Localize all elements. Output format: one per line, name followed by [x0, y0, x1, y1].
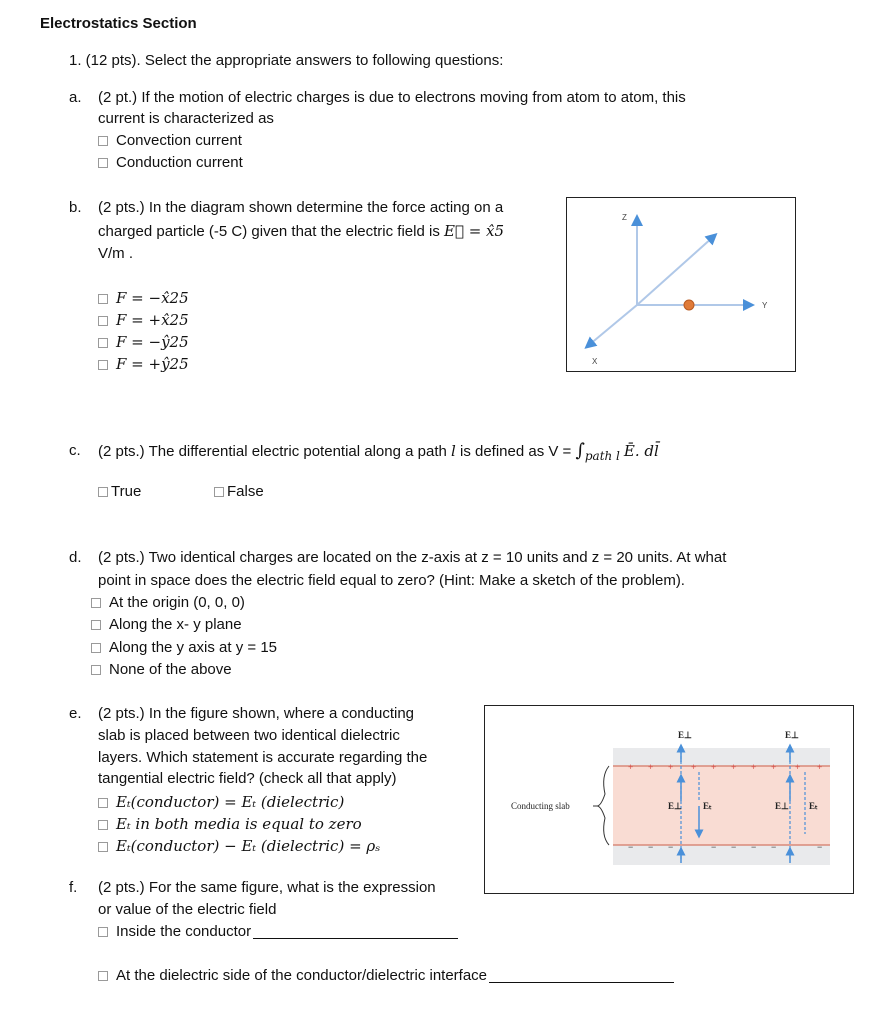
slab-label: Conducting slab — [511, 801, 570, 811]
slab-brace — [597, 766, 609, 845]
svg-text:−: − — [628, 842, 634, 852]
option-e1[interactable]: Eₜ(conductor) = Eₜ (dielectric) — [98, 792, 344, 812]
checkbox[interactable] — [91, 620, 101, 630]
checkbox[interactable] — [98, 338, 108, 348]
option-f2[interactable]: At the dielectric side of the conductor/dielectric interface — [98, 966, 674, 986]
option-e2[interactable]: Eₜ in both media is equal to zero — [98, 814, 362, 834]
svg-text:+: + — [771, 762, 777, 772]
checkbox[interactable] — [98, 842, 108, 852]
option-e3[interactable]: Eₜ(conductor) − Eₜ (dielectric) = ρₛ — [98, 836, 380, 856]
field-label-e1-right: E⊥ — [785, 730, 799, 740]
checkbox[interactable] — [91, 598, 101, 608]
field-label-e1-left: E⊥ — [678, 730, 692, 740]
part-a-line2: current is characterized as — [98, 110, 274, 127]
svg-text:−: − — [731, 842, 737, 852]
part-f-letter: f. — [69, 879, 78, 896]
option-b3[interactable]: F = −ŷ25 — [98, 332, 189, 352]
checkbox[interactable] — [98, 927, 108, 937]
part-d-line2: point in space does the electric field equal to zero? (Hint: Make a sketch of the problem). — [98, 572, 685, 589]
part-f-line2: or value of the electric field — [98, 901, 277, 918]
svg-text:+: + — [648, 762, 654, 772]
svg-text:+: + — [668, 762, 674, 772]
checkbox[interactable] — [91, 665, 101, 675]
part-e-line2: slab is placed between two identical dielectric — [98, 727, 400, 744]
svg-text:−: − — [668, 842, 674, 852]
checkbox[interactable] — [98, 316, 108, 326]
section-title: Electrostatics Section — [40, 15, 197, 32]
y-label: Y — [762, 301, 768, 310]
svg-text:+: + — [711, 762, 717, 772]
option-d4[interactable]: None of the above — [91, 660, 232, 680]
checkbox[interactable] — [98, 798, 108, 808]
part-d-line1: (2 pts.) Two identical charges are located on the z-axis at z = 10 units and z = 20 units. At what — [98, 549, 727, 566]
field-label-et-right: Eₜ — [809, 801, 818, 811]
part-c-letter: c. — [69, 442, 81, 459]
slab-figure — [484, 705, 854, 894]
checkbox[interactable] — [98, 487, 108, 497]
option-conduction[interactable]: Conduction current — [98, 153, 243, 173]
svg-text:−: − — [711, 842, 717, 852]
axes-svg — [567, 198, 795, 371]
z-label: Z — [622, 213, 627, 222]
option-d3[interactable]: Along the y axis at y = 15 — [91, 638, 277, 658]
part-b-letter: b. — [69, 199, 82, 216]
option-d1[interactable]: At the origin (0, 0, 0) — [91, 593, 245, 613]
slab-svg — [485, 706, 853, 893]
answer-blank-interface[interactable] — [489, 967, 674, 983]
part-a-line1: (2 pt.) If the motion of electric charges is due to electrons moving from atom to atom, this — [98, 89, 686, 106]
option-b1[interactable]: F = −x̂25 — [98, 288, 189, 308]
option-b2[interactable]: F = +x̂25 — [98, 310, 189, 330]
checkbox[interactable] — [98, 971, 108, 981]
option-d2[interactable]: Along the x- y plane — [91, 615, 242, 635]
checkbox[interactable] — [214, 487, 224, 497]
part-e-line3: layers. Which statement is accurate regarding the — [98, 749, 428, 766]
lower-dielectric — [613, 845, 830, 865]
axes-diagram — [566, 197, 796, 372]
charged-particle — [684, 300, 694, 310]
part-e-line1: (2 pts.) In the figure shown, where a conducting — [98, 705, 415, 722]
part-f-line1: (2 pts.) For the same figure, what is the expression — [98, 879, 436, 896]
x-axis — [589, 305, 637, 345]
option-b4[interactable]: F = +ŷ25 — [98, 354, 189, 374]
part-a-letter: a. — [69, 89, 82, 106]
checkbox[interactable] — [98, 820, 108, 830]
field-label-et-left: Eₜ — [703, 801, 712, 811]
svg-text:+: + — [731, 762, 737, 772]
question-1-heading: 1. (12 pts). Select the appropriate answers to following questions: — [69, 52, 504, 69]
part-b-line3: V/m . — [98, 245, 134, 262]
checkbox[interactable] — [98, 158, 108, 168]
option-false[interactable]: False — [214, 482, 264, 502]
part-e-line4: tangential electric field? (check all that apply) — [98, 770, 397, 787]
svg-text:+: + — [628, 762, 634, 772]
conducting-slab — [613, 766, 830, 845]
part-d-letter: d. — [69, 549, 82, 566]
field-label-e1-inner-left: E⊥ — [668, 801, 682, 811]
answer-blank-inside[interactable] — [253, 923, 458, 939]
part-b-line2: charged particle (-5 C) given that the electric field is E⃗ = x̂5 — [98, 222, 505, 240]
svg-text:−: − — [648, 842, 654, 852]
svg-text:+: + — [691, 762, 697, 772]
svg-text:+: + — [817, 762, 823, 772]
field-label-e1-inner-right: E⊥ — [775, 801, 789, 811]
svg-text:−: − — [751, 842, 757, 852]
diagonal-axis — [637, 237, 713, 305]
checkbox[interactable] — [98, 136, 108, 146]
option-convection[interactable]: Convection current — [98, 131, 242, 151]
svg-text:−: − — [771, 842, 777, 852]
checkbox[interactable] — [98, 360, 108, 370]
svg-text:+: + — [795, 762, 801, 772]
checkbox[interactable] — [91, 643, 101, 653]
option-f1[interactable]: Inside the conductor — [98, 922, 458, 942]
svg-text:+: + — [751, 762, 757, 772]
part-e-letter: e. — [69, 705, 82, 722]
part-b-line1: (2 pts.) In the diagram shown determine the force acting on a — [98, 199, 504, 216]
part-c-text: (2 pts.) The differential electric potential along a path l is defined as $V = \int_{path l}$ Ē. dl̄ — [98, 440, 659, 463]
option-true[interactable]: True — [98, 482, 141, 502]
x-label: X — [592, 357, 598, 366]
svg-text:−: − — [817, 842, 823, 852]
checkbox[interactable] — [98, 294, 108, 304]
